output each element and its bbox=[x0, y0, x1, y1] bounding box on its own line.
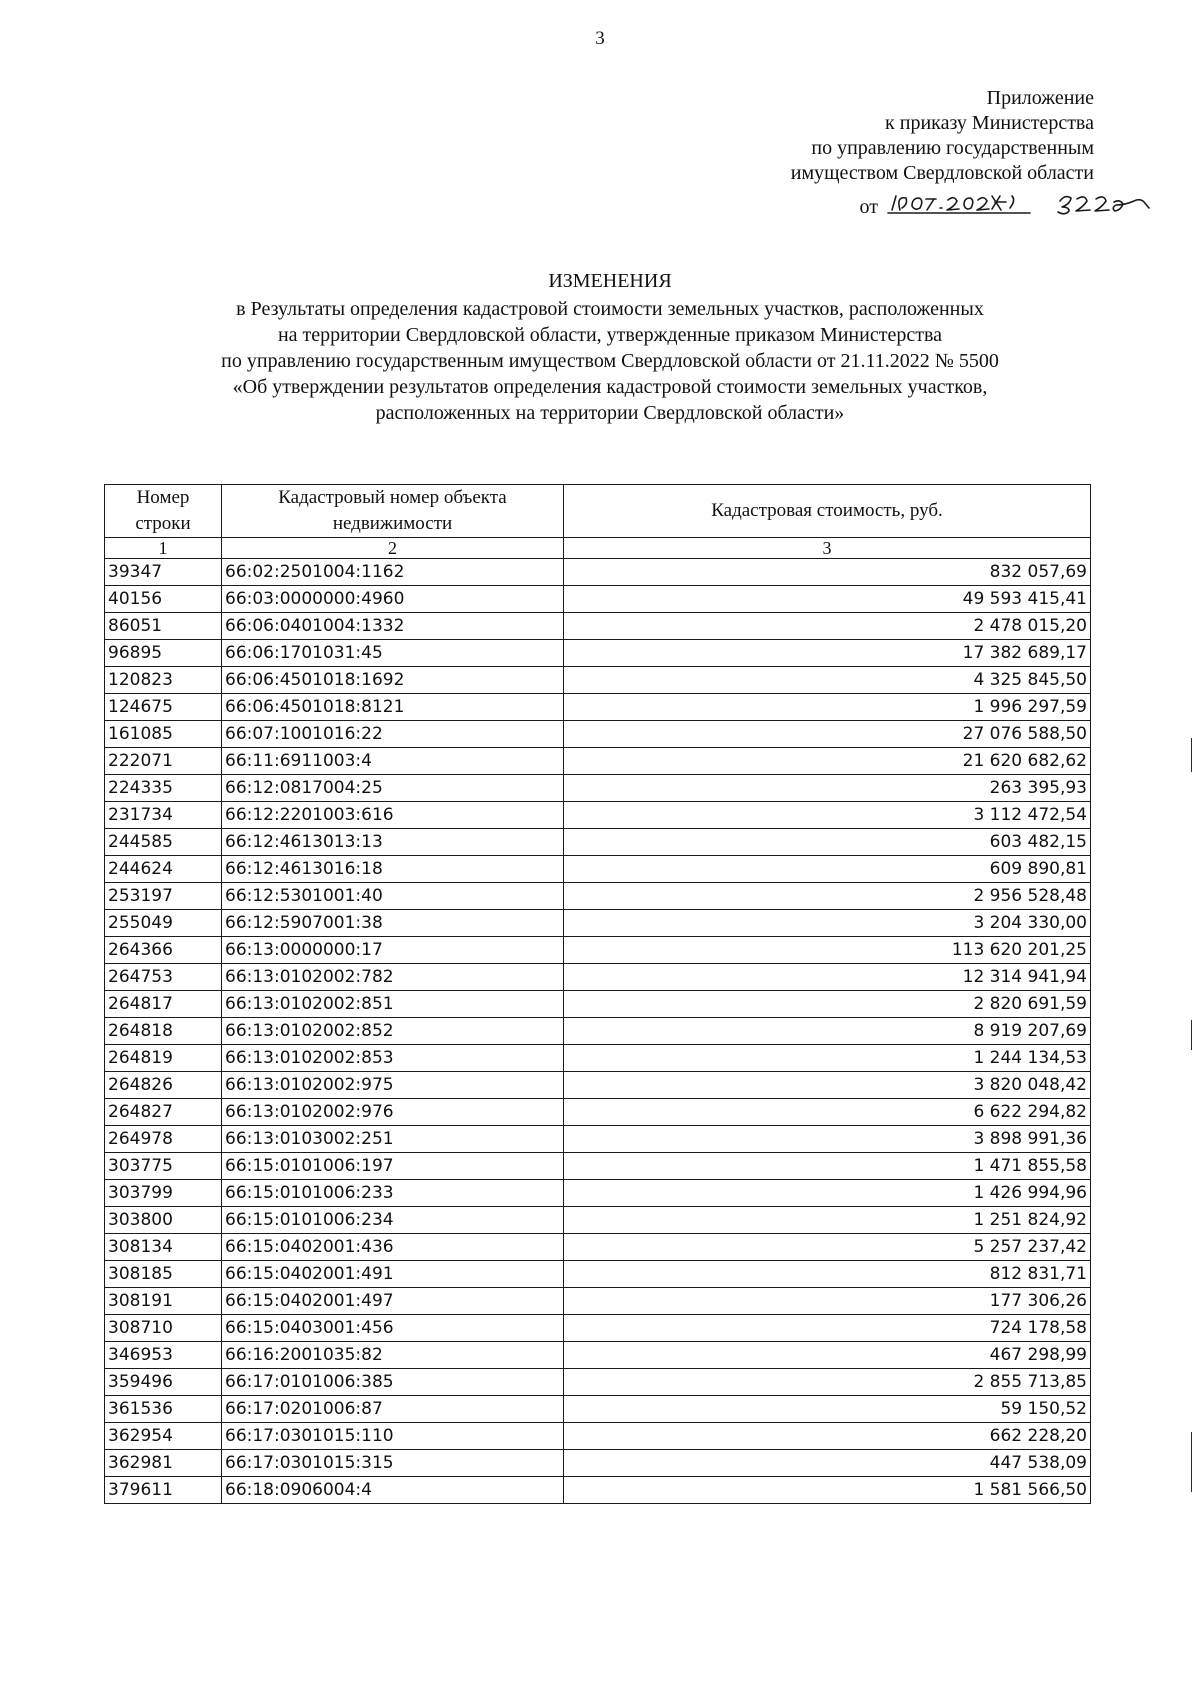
row-number-cell: 231734 bbox=[105, 802, 222, 829]
heading-line: в Результаты определения кадастровой стоимости земельных участков, расположенных bbox=[236, 298, 984, 320]
row-number-cell: 161085 bbox=[105, 721, 222, 748]
row-number-cell: 124675 bbox=[105, 694, 222, 721]
table-row bbox=[105, 1477, 1091, 1504]
cadastral-number-cell: 66:17:0201006:87 bbox=[222, 1396, 564, 1423]
row-number-cell: 308185 bbox=[105, 1261, 222, 1288]
cadastral-number-cell: 66:13:0102002:782 bbox=[222, 964, 564, 991]
row-number-cell: 308710 bbox=[105, 1315, 222, 1342]
cadastral-value-cell: 812 831,71 bbox=[564, 1261, 1091, 1288]
appendix-block bbox=[791, 86, 1094, 220]
table-row bbox=[105, 640, 1091, 667]
row-number-cell: 346953 bbox=[105, 1342, 222, 1369]
column-index: 1 bbox=[105, 538, 222, 559]
from-label: от bbox=[859, 196, 878, 218]
cadastral-number-cell: 66:17:0301015:315 bbox=[222, 1450, 564, 1477]
row-number-cell: 379611 bbox=[105, 1477, 222, 1504]
row-number-cell: 120823 bbox=[105, 667, 222, 694]
table-row bbox=[105, 1261, 1091, 1288]
table-body bbox=[105, 559, 1091, 1504]
header-text: недвижимости bbox=[332, 513, 453, 534]
cadastral-number-cell: 66:15:0402001:436 bbox=[222, 1234, 564, 1261]
table-row bbox=[105, 1288, 1091, 1315]
table-row bbox=[105, 1450, 1091, 1477]
table-row bbox=[105, 991, 1091, 1018]
cadastral-value-cell: 17 382 689,17 bbox=[564, 640, 1091, 667]
cadastral-number-cell: 66:07:1001016:22 bbox=[222, 721, 564, 748]
column-index: 2 bbox=[222, 538, 564, 559]
cadastral-value-cell: 5 257 237,42 bbox=[564, 1234, 1091, 1261]
cadastral-number-header bbox=[222, 485, 564, 538]
table-row bbox=[105, 937, 1091, 964]
cadastral-number-cell: 66:15:0403001:456 bbox=[222, 1315, 564, 1342]
cadastral-value-cell: 1 471 855,58 bbox=[564, 1153, 1091, 1180]
document-title: ИЗМЕНЕНИЯ bbox=[548, 270, 672, 292]
cadastral-value-cell: 1 244 134,53 bbox=[564, 1045, 1091, 1072]
row-number-cell: 303799 bbox=[105, 1180, 222, 1207]
cadastral-value-cell: 1 581 566,50 bbox=[564, 1477, 1091, 1504]
cadastral-number-cell: 66:13:0102002:852 bbox=[222, 1018, 564, 1045]
row-number-cell: 264366 bbox=[105, 937, 222, 964]
cadastral-value-table bbox=[104, 484, 1091, 1504]
row-number-cell: 264819 bbox=[105, 1045, 222, 1072]
cadastral-number-cell: 66:12:0817004:25 bbox=[222, 775, 564, 802]
table-row bbox=[105, 721, 1091, 748]
row-number-cell: 362954 bbox=[105, 1423, 222, 1450]
cadastral-number-cell: 66:15:0402001:491 bbox=[222, 1261, 564, 1288]
row-number-cell: 362981 bbox=[105, 1450, 222, 1477]
table-row bbox=[105, 1018, 1091, 1045]
table-row bbox=[105, 1315, 1091, 1342]
cadastral-number-cell: 66:06:4501018:8121 bbox=[222, 694, 564, 721]
table-row bbox=[105, 1045, 1091, 1072]
cadastral-value-cell: 832 057,69 bbox=[564, 559, 1091, 586]
table-row bbox=[105, 1396, 1091, 1423]
appendix-line: к приказу Министерства bbox=[885, 112, 1094, 134]
appendix-line: по управлению государственным bbox=[811, 137, 1094, 159]
row-number-cell: 255049 bbox=[105, 910, 222, 937]
row-number-cell: 303800 bbox=[105, 1207, 222, 1234]
cadastral-number-cell: 66:13:0102002:976 bbox=[222, 1099, 564, 1126]
table-row bbox=[105, 694, 1091, 721]
appendix-line: имуществом Свердловской области bbox=[790, 162, 1094, 184]
cadastral-number-cell: 66:12:4613016:18 bbox=[222, 856, 564, 883]
table-row bbox=[105, 1369, 1091, 1396]
scan-edge-mark bbox=[1191, 738, 1192, 772]
cadastral-value-cell: 724 178,58 bbox=[564, 1315, 1091, 1342]
table-row bbox=[105, 856, 1091, 883]
cadastral-value-cell: 2 855 713,85 bbox=[564, 1369, 1091, 1396]
row-number-cell: 244585 bbox=[105, 829, 222, 856]
table-row bbox=[105, 775, 1091, 802]
cadastral-value-cell: 49 593 415,41 bbox=[564, 586, 1091, 613]
table-row bbox=[105, 1099, 1091, 1126]
cadastral-value-cell: 4 325 845,50 bbox=[564, 667, 1091, 694]
table-row bbox=[105, 586, 1091, 613]
table-row bbox=[105, 802, 1091, 829]
cadastral-value-cell: 59 150,52 bbox=[564, 1396, 1091, 1423]
cadastral-number-cell: 66:12:5907001:38 bbox=[222, 910, 564, 937]
header-text: Номер bbox=[136, 487, 190, 508]
cadastral-value-cell: 1 426 994,96 bbox=[564, 1180, 1091, 1207]
table-row bbox=[105, 1423, 1091, 1450]
row-number-cell: 264753 bbox=[105, 964, 222, 991]
table-row bbox=[105, 748, 1091, 775]
cadastral-value-cell: 6 622 294,82 bbox=[564, 1099, 1091, 1126]
cadastral-value-cell: 263 395,93 bbox=[564, 775, 1091, 802]
row-number-cell: 264817 bbox=[105, 991, 222, 1018]
cadastral-number-cell: 66:15:0101006:197 bbox=[222, 1153, 564, 1180]
cadastral-number-cell: 66:13:0102002:853 bbox=[222, 1045, 564, 1072]
cadastral-value-cell: 21 620 682,62 bbox=[564, 748, 1091, 775]
cadastral-number-cell: 66:06:1701031:45 bbox=[222, 640, 564, 667]
cadastral-value-cell: 2 956 528,48 bbox=[564, 883, 1091, 910]
cadastral-value-cell: 1 996 297,59 bbox=[564, 694, 1091, 721]
table-row bbox=[105, 1207, 1091, 1234]
cadastral-value-cell: 3 820 048,42 bbox=[564, 1072, 1091, 1099]
row-number-cell: 222071 bbox=[105, 748, 222, 775]
cadastral-value-cell: 113 620 201,25 bbox=[564, 937, 1091, 964]
row-number-header bbox=[105, 485, 222, 538]
cadastral-value-cell: 3 112 472,54 bbox=[564, 802, 1091, 829]
row-number-cell: 96895 bbox=[105, 640, 222, 667]
cadastral-value-cell: 3 898 991,36 bbox=[564, 1126, 1091, 1153]
header-text: Кадастровый номер объекта bbox=[278, 487, 507, 508]
cadastral-value-cell: 12 314 941,94 bbox=[564, 964, 1091, 991]
cadastral-number-cell: 66:13:0102002:975 bbox=[222, 1072, 564, 1099]
cadastral-value-cell: 447 538,09 bbox=[564, 1450, 1091, 1477]
appendix-line: Приложение bbox=[986, 87, 1094, 109]
row-number-cell: 361536 bbox=[105, 1396, 222, 1423]
row-number-cell: 264818 bbox=[105, 1018, 222, 1045]
cadastral-number-cell: 66:15:0101006:234 bbox=[222, 1207, 564, 1234]
scan-edge-mark bbox=[1191, 1432, 1192, 1492]
row-number-cell: 308134 bbox=[105, 1234, 222, 1261]
row-number-cell: 359496 bbox=[105, 1369, 222, 1396]
cadastral-number-cell: 66:13:0103002:251 bbox=[222, 1126, 564, 1153]
table-row bbox=[105, 1234, 1091, 1261]
table-row bbox=[105, 613, 1091, 640]
scan-edge-mark bbox=[1191, 1020, 1192, 1050]
cadastral-number-cell: 66:11:6911003:4 bbox=[222, 748, 564, 775]
row-number-cell: 264978 bbox=[105, 1126, 222, 1153]
cadastral-number-cell: 66:15:0101006:233 bbox=[222, 1180, 564, 1207]
row-number-cell: 253197 bbox=[105, 883, 222, 910]
cadastral-number-cell: 66:13:0102002:851 bbox=[222, 991, 564, 1018]
row-number-cell: 39347 bbox=[105, 559, 222, 586]
cadastral-value-cell: 603 482,15 bbox=[564, 829, 1091, 856]
page-number: 3 bbox=[595, 28, 605, 49]
cadastral-number-cell: 66:13:0000000:17 bbox=[222, 937, 564, 964]
table-row bbox=[105, 1153, 1091, 1180]
table-row bbox=[105, 667, 1091, 694]
cadastral-value-cell: 177 306,26 bbox=[564, 1288, 1091, 1315]
row-number-cell: 308191 bbox=[105, 1288, 222, 1315]
cadastral-value-cell: 662 228,20 bbox=[564, 1423, 1091, 1450]
header-text: строки bbox=[135, 513, 191, 534]
row-number-cell: 224335 bbox=[105, 775, 222, 802]
cadastral-value-cell: 2 820 691,59 bbox=[564, 991, 1091, 1018]
document-heading bbox=[120, 268, 1100, 426]
row-number-cell: 86051 bbox=[105, 613, 222, 640]
header-text: Кадастровая стоимость, руб. bbox=[711, 500, 943, 521]
table-row bbox=[105, 559, 1091, 586]
cadastral-number-cell: 66:06:0401004:1332 bbox=[222, 613, 564, 640]
table-row bbox=[105, 1072, 1091, 1099]
table-row bbox=[105, 1126, 1091, 1153]
cadastral-number-cell: 66:17:0101006:385 bbox=[222, 1369, 564, 1396]
cadastral-number-cell: 66:16:2001035:82 bbox=[222, 1342, 564, 1369]
cadastral-value-cell: 2 478 015,20 bbox=[564, 613, 1091, 640]
handwritten-date-and-number bbox=[882, 186, 1152, 220]
table-row bbox=[105, 1342, 1091, 1369]
heading-line: «Об утверждении результатов определения кадастровой стоимости земельных участков, bbox=[232, 376, 988, 398]
table-row bbox=[105, 829, 1091, 856]
order-date-line bbox=[791, 186, 1094, 220]
table-row bbox=[105, 883, 1091, 910]
cadastral-number-cell: 66:12:5301001:40 bbox=[222, 883, 564, 910]
cadastral-number-cell: 66:17:0301015:110 bbox=[222, 1423, 564, 1450]
column-index: 3 bbox=[564, 538, 1091, 559]
cadastral-number-cell: 66:12:4613013:13 bbox=[222, 829, 564, 856]
table-row bbox=[105, 1180, 1091, 1207]
row-number-cell: 244624 bbox=[105, 856, 222, 883]
cadastral-value-cell: 8 919 207,69 bbox=[564, 1018, 1091, 1045]
cadastral-number-cell: 66:18:0906004:4 bbox=[222, 1477, 564, 1504]
table-row bbox=[105, 910, 1091, 937]
cadastral-number-cell: 66:03:0000000:4960 bbox=[222, 586, 564, 613]
cadastral-number-cell: 66:06:4501018:1692 bbox=[222, 667, 564, 694]
heading-line: на территории Свердловской области, утвержденные приказом Министерства bbox=[277, 324, 943, 346]
cadastral-value-header bbox=[564, 485, 1091, 538]
cadastral-number-cell: 66:02:2501004:1162 bbox=[222, 559, 564, 586]
cadastral-value-cell: 3 204 330,00 bbox=[564, 910, 1091, 937]
heading-line: по управлению государственным имуществом Свердловской области от 21.11.2022 № 5500 bbox=[221, 350, 999, 372]
cadastral-number-cell: 66:12:2201003:616 bbox=[222, 802, 564, 829]
heading-line: расположенных на территории Свердловской области» bbox=[375, 402, 845, 424]
row-number-cell: 264827 bbox=[105, 1099, 222, 1126]
table-row bbox=[105, 964, 1091, 991]
cadastral-value-cell: 27 076 588,50 bbox=[564, 721, 1091, 748]
row-number-cell: 264826 bbox=[105, 1072, 222, 1099]
row-number-cell: 303775 bbox=[105, 1153, 222, 1180]
cadastral-number-cell: 66:15:0402001:497 bbox=[222, 1288, 564, 1315]
column-index-row bbox=[105, 538, 1091, 559]
table-header-row bbox=[105, 485, 1091, 538]
row-number-cell: 40156 bbox=[105, 586, 222, 613]
cadastral-value-cell: 1 251 824,92 bbox=[564, 1207, 1091, 1234]
cadastral-value-cell: 609 890,81 bbox=[564, 856, 1091, 883]
cadastral-value-cell: 467 298,99 bbox=[564, 1342, 1091, 1369]
